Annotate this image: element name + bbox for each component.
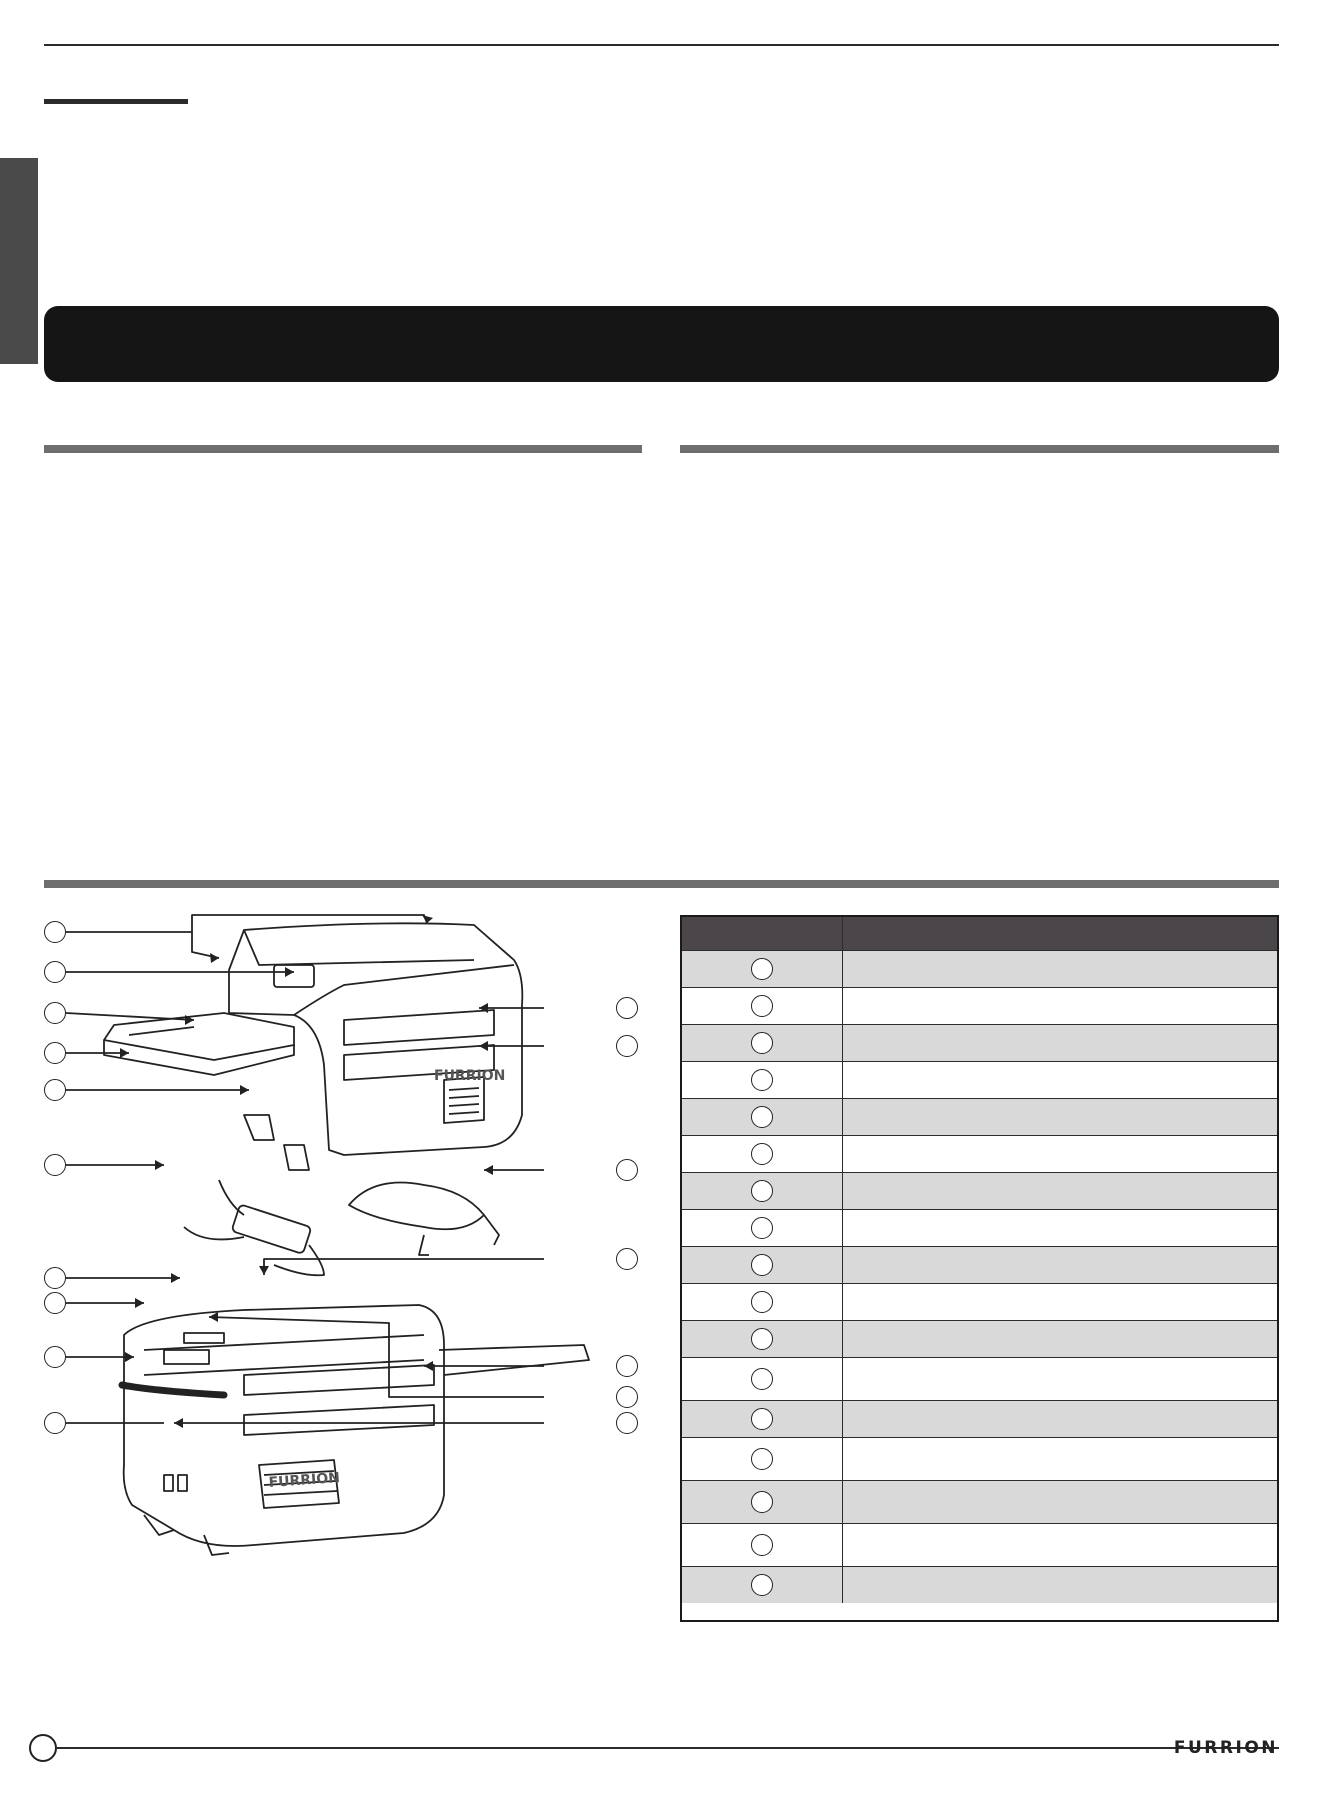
parts-table-body	[682, 950, 1277, 1603]
row-description-cell	[843, 1524, 1277, 1566]
row-number-circle	[751, 1254, 773, 1276]
header-number-cell	[682, 917, 843, 950]
parts-table-header	[682, 917, 1277, 950]
table-row	[682, 1320, 1277, 1357]
table-row	[682, 1400, 1277, 1437]
row-description-cell	[843, 1210, 1277, 1246]
unit-brand-text-bottom: FURRION	[268, 1470, 341, 1491]
callout-marker	[44, 1346, 66, 1368]
table-row	[682, 1357, 1277, 1400]
callout-marker	[616, 997, 638, 1019]
top-rule	[44, 44, 1279, 46]
row-number-cell	[682, 1099, 843, 1135]
table-row	[682, 1566, 1277, 1603]
row-number-circle	[751, 1106, 773, 1128]
parts-table	[680, 915, 1279, 1622]
row-number-cell	[682, 1173, 843, 1209]
row-description-cell	[843, 1099, 1277, 1135]
heading-banner	[44, 306, 1279, 382]
callout-marker	[616, 1159, 638, 1181]
table-row	[682, 1061, 1277, 1098]
callout-marker	[44, 921, 66, 943]
table-row	[682, 987, 1277, 1024]
row-number-circle	[751, 958, 773, 980]
table-row	[682, 1437, 1277, 1480]
row-number-cell	[682, 1136, 843, 1172]
row-number-circle	[751, 1534, 773, 1556]
row-number-cell	[682, 1025, 843, 1061]
row-description-cell	[843, 1321, 1277, 1357]
row-number-cell	[682, 1524, 843, 1566]
footer-rule	[57, 1747, 1279, 1749]
callout-marker	[44, 1292, 66, 1314]
row-description-cell	[843, 1284, 1277, 1320]
row-number-circle	[751, 1491, 773, 1513]
table-row	[682, 1480, 1277, 1523]
left-section-bar	[44, 445, 642, 453]
footer-brand-logo: FURRION	[1173, 1738, 1278, 1758]
product-drawing	[44, 905, 644, 1595]
row-number-circle	[751, 995, 773, 1017]
row-description-cell	[843, 1173, 1277, 1209]
row-description-cell	[843, 1401, 1277, 1437]
row-number-cell	[682, 1247, 843, 1283]
table-row	[682, 950, 1277, 987]
table-row	[682, 1098, 1277, 1135]
row-description-cell	[843, 1358, 1277, 1400]
page-number-circle	[29, 1734, 57, 1762]
row-number-circle	[751, 1408, 773, 1430]
row-number-cell	[682, 1210, 843, 1246]
row-number-cell	[682, 1358, 843, 1400]
row-number-circle	[751, 1180, 773, 1202]
row-number-cell	[682, 1284, 843, 1320]
table-row	[682, 1283, 1277, 1320]
components-section-bar	[44, 880, 1279, 888]
row-number-circle	[751, 1217, 773, 1239]
side-language-tab	[0, 158, 38, 364]
row-description-cell	[843, 1567, 1277, 1603]
callout-marker	[44, 1154, 66, 1176]
table-row	[682, 1246, 1277, 1283]
row-description-cell	[843, 951, 1277, 987]
callout-marker	[616, 1035, 638, 1057]
table-row	[682, 1172, 1277, 1209]
callout-marker	[44, 1079, 66, 1101]
table-row	[682, 1135, 1277, 1172]
row-number-cell	[682, 1481, 843, 1523]
row-number-cell	[682, 1401, 843, 1437]
row-number-circle	[751, 1069, 773, 1091]
callout-marker	[44, 1267, 66, 1289]
section-title-underline	[44, 99, 188, 104]
row-description-cell	[843, 1025, 1277, 1061]
table-row	[682, 1209, 1277, 1246]
row-number-cell	[682, 988, 843, 1024]
row-number-cell	[682, 951, 843, 987]
row-number-cell	[682, 1062, 843, 1098]
row-description-cell	[843, 1062, 1277, 1098]
row-description-cell	[843, 1481, 1277, 1523]
row-description-cell	[843, 988, 1277, 1024]
callout-marker	[616, 1412, 638, 1434]
callout-marker	[616, 1248, 638, 1270]
row-number-circle	[751, 1291, 773, 1313]
row-number-cell	[682, 1321, 843, 1357]
row-number-circle	[751, 1574, 773, 1596]
unit-brand-text-top: FURRION	[434, 1068, 506, 1084]
row-description-cell	[843, 1438, 1277, 1480]
right-section-bar	[680, 445, 1279, 453]
callout-marker	[44, 1042, 66, 1064]
callout-marker	[44, 1002, 66, 1024]
table-row	[682, 1024, 1277, 1061]
callout-marker	[44, 961, 66, 983]
row-number-circle	[751, 1143, 773, 1165]
row-number-circle	[751, 1032, 773, 1054]
table-row	[682, 1523, 1277, 1566]
row-description-cell	[843, 1247, 1277, 1283]
row-number-cell	[682, 1567, 843, 1603]
callout-marker	[44, 1412, 66, 1434]
row-number-circle	[751, 1368, 773, 1390]
callout-marker	[616, 1386, 638, 1408]
callout-marker	[616, 1355, 638, 1377]
row-number-circle	[751, 1328, 773, 1350]
row-number-cell	[682, 1438, 843, 1480]
row-description-cell	[843, 1136, 1277, 1172]
product-illustration	[44, 905, 644, 1595]
row-number-circle	[751, 1448, 773, 1470]
